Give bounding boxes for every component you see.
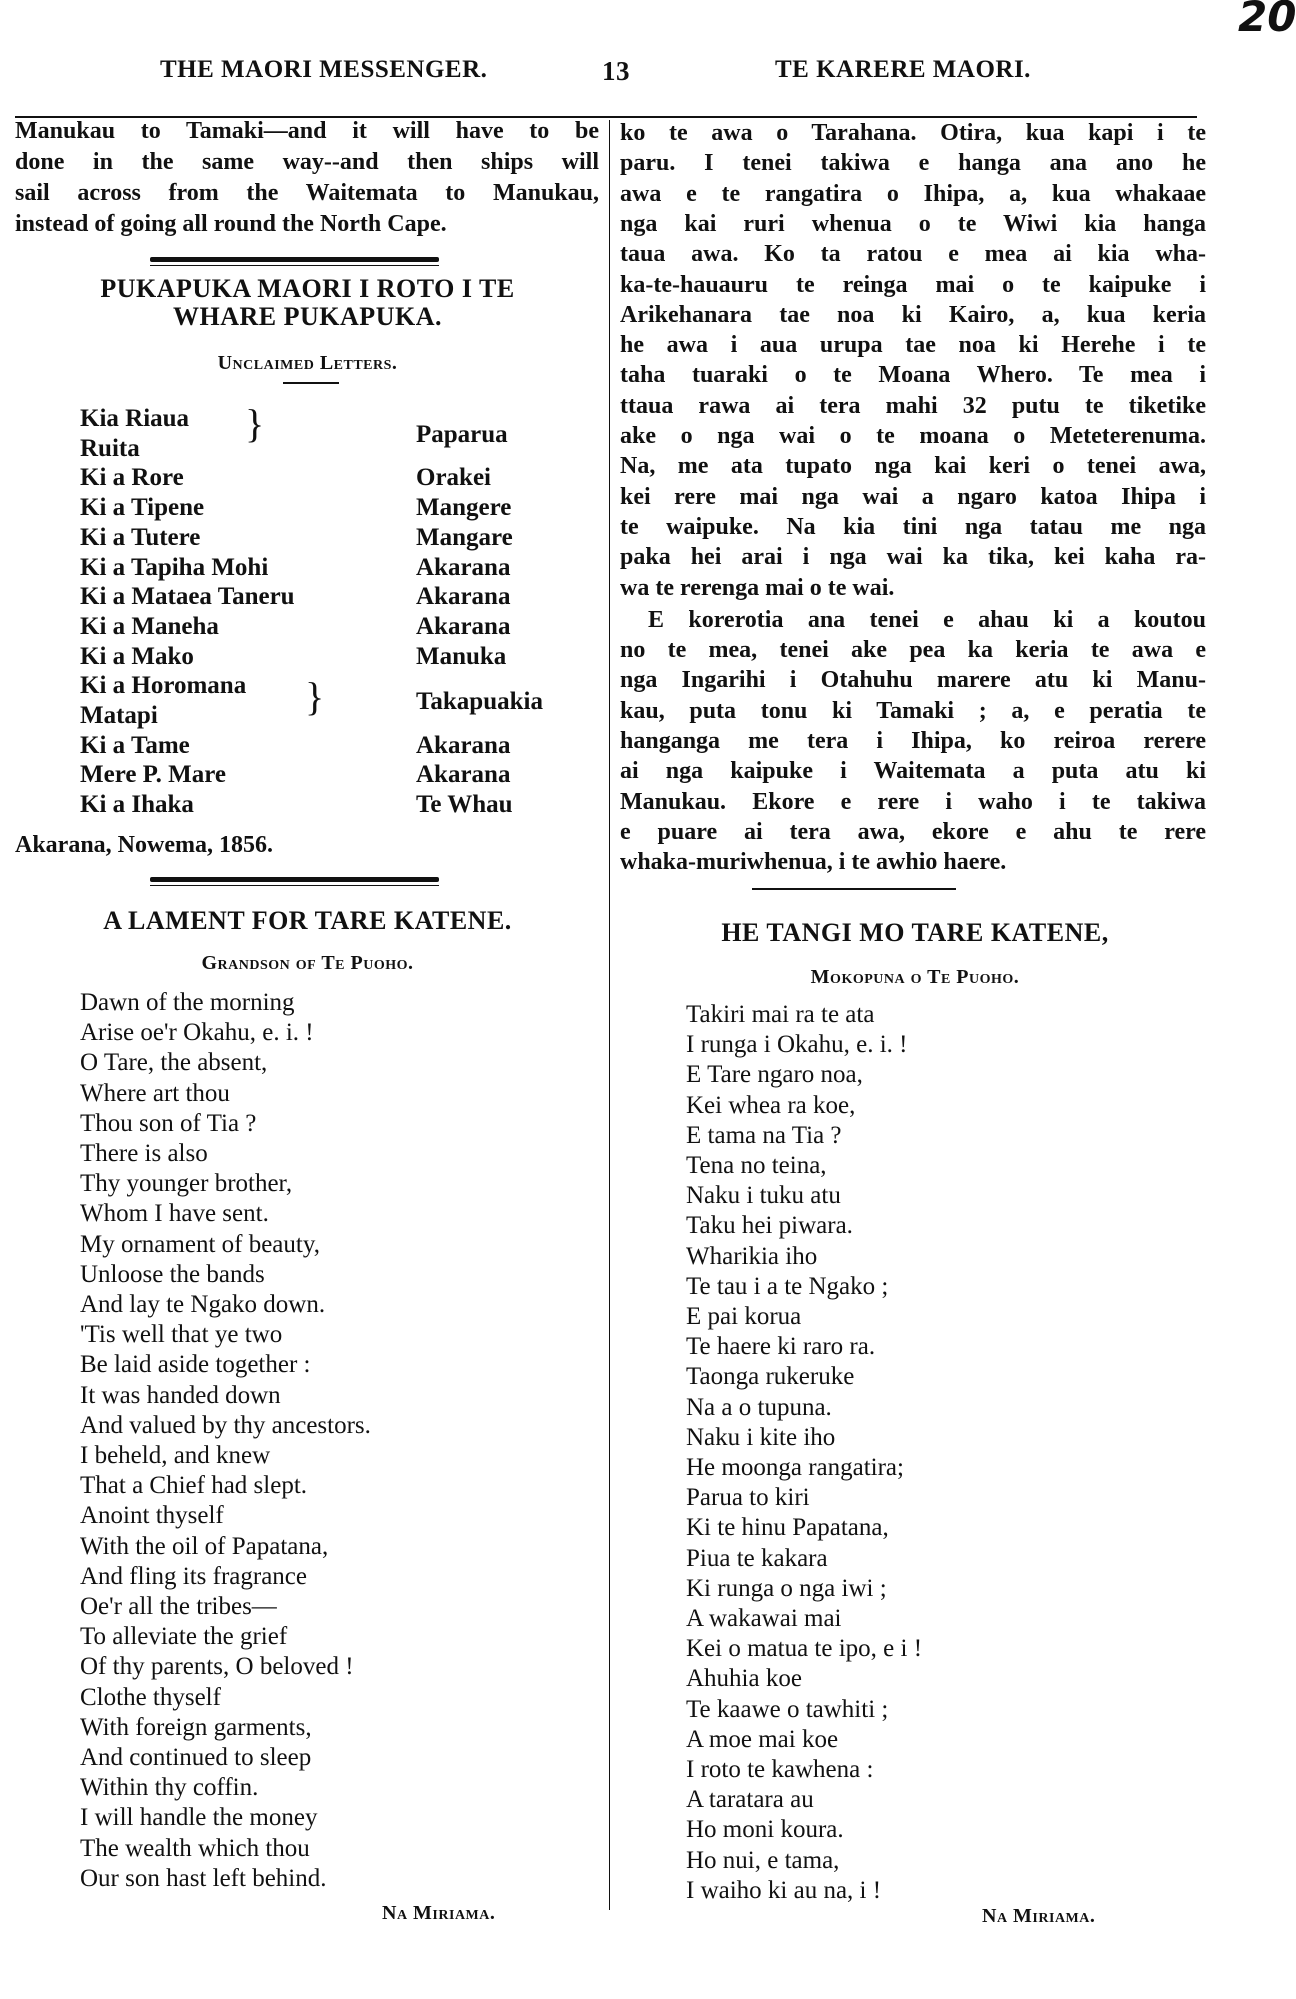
- paragraph-line: awa e te rangatira o Ihipa, a, kua whakaae: [620, 180, 1206, 207]
- paragraph-line: ko te awa o Tarahana. Otira, kua kapi i te: [620, 120, 1206, 146]
- poem-line: I roto te kawhena :: [686, 1756, 874, 1783]
- paragraph-line: done in the same way--and then ships will: [15, 149, 599, 175]
- poem-line: To alleviate the grief: [80, 1623, 288, 1651]
- letter-place: Akarana: [416, 761, 511, 789]
- paragraph-line: paka hei arai i nga wai ka tika, kei kaha ra-: [620, 544, 1206, 571]
- paragraph-line: nga kai ruri whenua o te Wiwi kia hanga: [620, 210, 1206, 237]
- poem-line: With foreign garments,: [80, 1713, 312, 1741]
- poem-line: Naku i tuku atu: [686, 1182, 841, 1210]
- poem-line: Unloose the bands: [80, 1260, 265, 1288]
- letter-recipient: Mere P. Mare: [80, 761, 226, 789]
- poem-line: Ho moni koura.: [686, 1816, 844, 1844]
- letter-recipient: Ruita: [80, 434, 140, 462]
- poem-line: With the oil of Papatana,: [80, 1532, 329, 1560]
- letters-heading-line2: WHARE PUKAPUKA.: [173, 302, 442, 331]
- poem-line: A taratara au: [686, 1786, 814, 1814]
- paragraph-line: ttaua rawa ai tera mahi 32 putu te tiketike: [620, 392, 1206, 419]
- paragraph-line: ai nga kaipuke i Waitemata a puta atu ki: [620, 758, 1206, 785]
- poem-line: Be laid aside together :: [80, 1351, 311, 1379]
- letter-place: Takapuakia: [416, 688, 543, 715]
- poem-line: Thy younger brother,: [80, 1170, 293, 1198]
- paragraph-line: paru. I tenei takiwa e hanga ana ano he: [620, 150, 1206, 177]
- poem-line: 'Tis well that ye two: [80, 1321, 283, 1349]
- paragraph-line: nga Ingarihi i Otahuhu marere atu ki Manu-: [620, 667, 1206, 694]
- letters-heading-line1: PUKAPUKA MAORI I ROTO I TE: [100, 274, 515, 303]
- header-right-title: TE KARERE MAORI.: [775, 56, 1031, 83]
- double-rule-thin: [150, 885, 439, 886]
- page-number: 13: [602, 56, 630, 86]
- paragraph-line: te waipuke. Na kia tini nga tatau me nga: [620, 513, 1206, 540]
- poem-line: Te haere ki raro ra.: [686, 1333, 876, 1361]
- right-rule: [752, 888, 956, 890]
- poem-line: A moe mai koe: [686, 1725, 839, 1753]
- letter-recipient: Kia Riaua: [80, 405, 190, 432]
- brace-icon: }: [245, 401, 265, 446]
- left-poem-title: A LAMENT FOR TARE KATENE.: [103, 906, 512, 935]
- right-poem-title: HE TANGI MO TARE KATENE,: [721, 918, 1109, 947]
- letter-recipient: Ki a Ihaka: [80, 791, 194, 819]
- letter-recipient: Ki a Tutere: [80, 523, 201, 551]
- poem-line: Naku i kite iho: [686, 1423, 836, 1451]
- poem-line: And valued by thy ancestors.: [80, 1411, 371, 1439]
- poem-line: My ornament of beauty,: [80, 1230, 320, 1258]
- paragraph-line: E korerotia ana tenei e ahau ki a koutou: [648, 606, 1206, 633]
- paragraph-line: ka-te-hauauru te reinga mai o te kaipuke i: [620, 271, 1206, 298]
- poem-line: Piua te kakara: [686, 1544, 828, 1572]
- poem-line: Of thy parents, O beloved !: [80, 1653, 354, 1681]
- right-poem-subtitle: Mokopuna o Te Puoho.: [810, 966, 1020, 988]
- letter-place: Manuka: [416, 642, 507, 670]
- poem-line: That a Chief had slept.: [80, 1472, 308, 1500]
- poem-line: Taku hei piwara.: [686, 1212, 853, 1240]
- letter-place: Akarana: [416, 731, 511, 759]
- letter-recipient: Ki a Tapiha Mohi: [80, 553, 269, 581]
- poem-line: Ki te hinu Papatana,: [686, 1514, 889, 1542]
- paragraph-line: hanganga me tera i Ihipa, ko reiroa rerere: [620, 728, 1206, 754]
- letter-recipient: Ki a Mataea Taneru: [80, 583, 295, 611]
- letter-recipient: Ki a Horomana: [80, 672, 247, 700]
- left-signature: Na Miriama.: [382, 1902, 496, 1924]
- poem-line: And lay te Ngako down.: [80, 1291, 326, 1318]
- column-divider: [609, 120, 610, 1910]
- poem-line: Oe'r all the tribes—: [80, 1593, 277, 1620]
- letter-place: Te Whau: [416, 791, 513, 819]
- letter-place: Mangare: [416, 523, 513, 551]
- poem-line: A wakawai mai: [686, 1605, 842, 1632]
- letter-place: Akarana: [416, 553, 511, 581]
- paragraph-line: kei rere mai nga wai a ngaro katoa Ihipa i: [620, 483, 1206, 510]
- letter-place: Mangere: [416, 494, 512, 522]
- poem-line: Clothe thyself: [80, 1683, 221, 1711]
- poem-line: Thou son of Tia ?: [80, 1109, 257, 1137]
- poem-line: Te kaawe o tawhiti ;: [686, 1695, 889, 1723]
- double-rule-thick: [150, 257, 439, 262]
- poem-line: I beheld, and knew: [80, 1442, 271, 1469]
- poem-line: Arise oe'r Okahu, e. i. !: [80, 1019, 314, 1047]
- poem-line: Ki runga o nga iwi ;: [686, 1574, 887, 1602]
- paragraph-line: kau, puta tonu ki Tamaki ; a, e peratia te: [620, 697, 1206, 724]
- poem-line: He moonga rangatira;: [686, 1454, 904, 1481]
- letter-place: Akarana: [416, 612, 511, 640]
- poem-line: Our son hast left behind.: [80, 1864, 327, 1892]
- header-left-title: THE MAORI MESSENGER.: [160, 56, 488, 83]
- paragraph-line: no te mea, tenei ake pea ka keria te awa e: [620, 637, 1206, 664]
- poem-line: It was handed down: [80, 1381, 281, 1409]
- paragraph-line: wa te rerenga mai o te wai.: [620, 574, 895, 601]
- handwritten-page-number: 20: [1238, 0, 1296, 41]
- poem-line: Tena no teina,: [686, 1152, 827, 1179]
- brace-icon: }: [305, 674, 325, 719]
- poem-line: I runga i Okahu, e. i. !: [686, 1031, 908, 1059]
- poem-line: Na a o tupuna.: [686, 1393, 832, 1421]
- letter-recipient: Ki a Rore: [80, 464, 184, 492]
- double-rule-thick: [150, 877, 439, 882]
- poem-line: Parua to kiri: [686, 1484, 810, 1512]
- poem-line: Anoint thyself: [80, 1502, 224, 1530]
- poem-line: O Tare, the absent,: [80, 1049, 268, 1077]
- letter-recipient: Ki a Mako: [80, 642, 194, 670]
- poem-line: Kei o matua te ipo, e i !: [686, 1635, 923, 1663]
- letter-recipient: Ki a Tame: [80, 731, 190, 759]
- poem-line: Dawn of the morning: [80, 989, 295, 1016]
- poem-line: E pai korua: [686, 1303, 802, 1330]
- letter-recipient: Matapi: [80, 702, 158, 729]
- letters-subheading: Unclaimed Letters.: [217, 352, 398, 374]
- paragraph-line: Manukau to Tamaki—and it will have to be: [15, 118, 599, 144]
- poem-line: Wharikia iho: [686, 1242, 818, 1270]
- short-rule: [283, 382, 339, 384]
- right-signature: Na Miriama.: [982, 1905, 1096, 1927]
- poem-line: And continued to sleep: [80, 1744, 312, 1771]
- left-poem-subtitle: Grandson of Te Puoho.: [201, 952, 414, 974]
- paragraph-line: he awa i aua urupa tae noa ki Herehe i te: [620, 332, 1206, 359]
- paragraph-line: taua awa. Ko ta ratou e mea ai kia wha-: [620, 241, 1206, 268]
- poem-line: The wealth which thou: [80, 1834, 310, 1862]
- poem-line: Where art thou: [80, 1079, 230, 1107]
- poem-line: I waiho ki au na, i !: [686, 1876, 882, 1904]
- letter-place: Paparua: [416, 420, 508, 448]
- poem-line: I will handle the money: [80, 1804, 318, 1832]
- paragraph-line: sail across from the Waitemata to Manukau,: [15, 180, 599, 206]
- poem-line: Te tau i a te Ngako ;: [686, 1272, 889, 1300]
- poem-line: Whom I have sent.: [80, 1200, 269, 1228]
- poem-line: And fling its fragrance: [80, 1562, 308, 1590]
- paragraph-line: Arikehanara tae noa ki Kairo, a, kua keria: [620, 301, 1206, 328]
- double-rule-thin: [150, 265, 439, 266]
- paragraph-line: Na, me ata tupato nga kai keri o tenei awa,: [620, 453, 1206, 480]
- paragraph-line: e puare ai tera awa, ekore e ahu te rere: [620, 818, 1206, 845]
- paragraph-line: whaka-muriwhenua, i te awhio haere.: [620, 849, 1007, 876]
- paragraph-line: instead of going all round the North Cape.: [15, 211, 447, 237]
- poem-line: E tama na Tia ?: [686, 1121, 842, 1149]
- letter-place: Orakei: [416, 464, 491, 492]
- letter-recipient: Ki a Maneha: [80, 612, 219, 640]
- paragraph-line: taha tuaraki o te Moana Whero. Te mea i: [620, 362, 1206, 389]
- paragraph-line: ake o nga wai o te moana o Meteterenuma.: [620, 423, 1206, 449]
- poem-line: Within thy coffin.: [80, 1774, 259, 1802]
- poem-line: Takiri mai ra te ata: [686, 1001, 875, 1028]
- poem-line: E Tare ngaro noa,: [686, 1061, 863, 1089]
- letter-recipient: Ki a Tipene: [80, 494, 205, 522]
- poem-line: Taonga rukeruke: [686, 1363, 855, 1391]
- dateline: Akarana, Nowema, 1856.: [15, 832, 273, 858]
- letter-place: Akarana: [416, 583, 511, 611]
- poem-line: Ahuhia koe: [686, 1665, 802, 1693]
- poem-line: There is also: [80, 1140, 208, 1167]
- poem-line: Kei whea ra koe,: [686, 1091, 856, 1119]
- poem-line: Ho nui, e tama,: [686, 1846, 840, 1874]
- paragraph-line: Manukau. Ekore e rere i waho i te takiwa: [620, 788, 1206, 815]
